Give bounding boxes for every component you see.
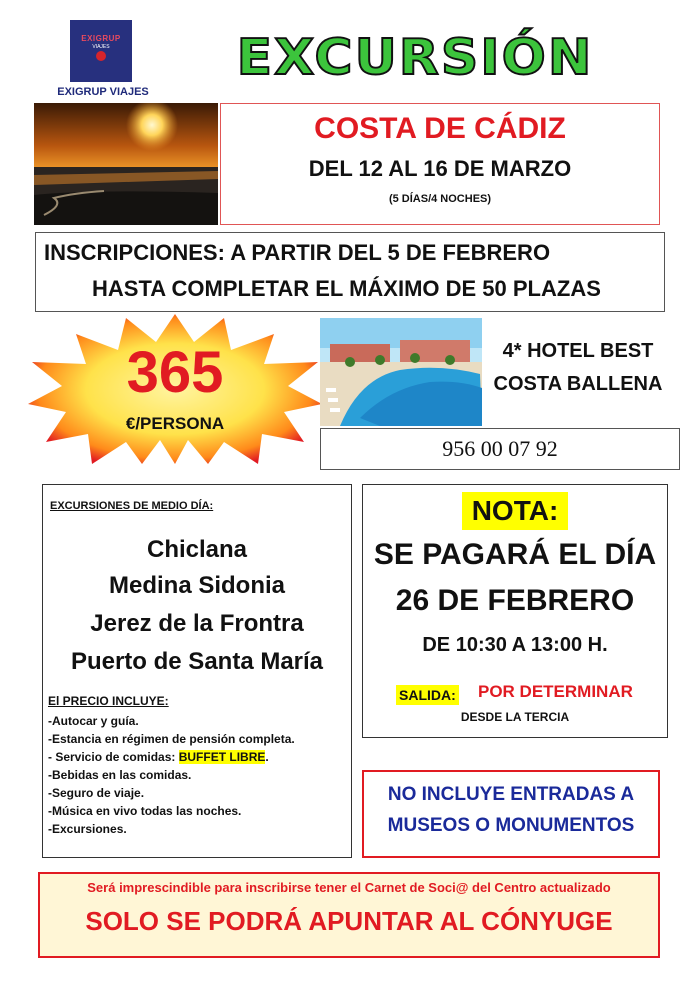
hotel-pool-image xyxy=(320,318,482,426)
phone-number[interactable]: 956 00 07 92 xyxy=(442,436,558,461)
price-amount: 365 xyxy=(126,340,224,405)
company-logo xyxy=(70,20,132,82)
note-heading: NOTA: xyxy=(462,492,568,530)
payment-date: 26 DE FEBRERO xyxy=(395,584,635,617)
excursion-place: Jerez de la Frontra xyxy=(90,610,304,637)
registration-start: INSCRIPCIONES: A PARTIR DEL 5 DE FEBRERO xyxy=(44,240,551,265)
includes-item: -Autocar y guía. xyxy=(48,714,139,728)
hotel-category: 4* HOTEL BEST xyxy=(502,340,654,362)
includes-heading: El PRECIO INCLUYE: xyxy=(48,694,169,708)
departure-value: POR DETERMINAR xyxy=(478,682,633,701)
includes-item: -Bebidas en las comidas. xyxy=(48,768,192,782)
logo-text: EXIGRUP xyxy=(81,34,121,43)
includes-item-text: - Servicio de comidas: xyxy=(48,750,179,764)
footer-spouse-note: SOLO SE PODRÁ APUNTAR AL CÓNYUGE xyxy=(85,906,613,936)
departure-from: DESDE LA TERCIA xyxy=(460,710,570,724)
logo-globe-icon xyxy=(96,51,106,61)
includes-item: -Excursiones. xyxy=(48,822,127,836)
payment-line: SE PAGARÁ EL DÍA xyxy=(373,538,657,571)
buffet-highlight: BUFFET LIBRE xyxy=(178,750,266,764)
includes-item-end: . xyxy=(265,750,269,764)
includes-item: -Música en vivo todas las noches. xyxy=(48,804,242,818)
excursion-place: Chiclana xyxy=(146,536,248,563)
not-included-line: NO INCLUYE ENTRADAS A xyxy=(387,784,635,805)
logo-subtext: VIAJES xyxy=(92,44,110,50)
excursions-heading: EXCURSIONES DE MEDIO DÍA: xyxy=(50,500,214,512)
includes-item: -Seguro de viaje. xyxy=(48,786,145,800)
includes-item: -Estancia en régimen de pensión completa. xyxy=(48,732,295,746)
page-title: EXCURSIÓN xyxy=(236,29,594,87)
footer-requirement: Será imprescindible para inscribirse tener el Carnet de Soci@ del Centro actualizado xyxy=(87,880,611,895)
departure-label: SALIDA: xyxy=(396,685,459,705)
trip-dates: DEL 12 AL 16 DE MARZO xyxy=(308,156,572,181)
payment-hours: DE 10:30 A 13:00 H. xyxy=(422,634,608,656)
includes-item xyxy=(48,750,269,764)
destination-name: COSTA DE CÁDIZ xyxy=(314,112,566,145)
registration-limit: HASTA COMPLETAR EL MÁXIMO DE 50 PLAZAS xyxy=(92,276,601,301)
hotel-name: COSTA BALLENA xyxy=(493,373,663,395)
not-included-line: MUSEOS O MONUMENTOS xyxy=(387,815,635,836)
excursion-place: Puerto de Santa María xyxy=(70,648,324,675)
excursion-place: Medina Sidonia xyxy=(108,572,285,599)
price-unit: €/PERSONA xyxy=(125,414,225,433)
logo-caption: EXIGRUP VIAJES xyxy=(57,86,149,98)
trip-duration: (5 DÍAS/4 NOCHES) xyxy=(388,193,492,205)
sunset-beach-image xyxy=(34,103,218,225)
